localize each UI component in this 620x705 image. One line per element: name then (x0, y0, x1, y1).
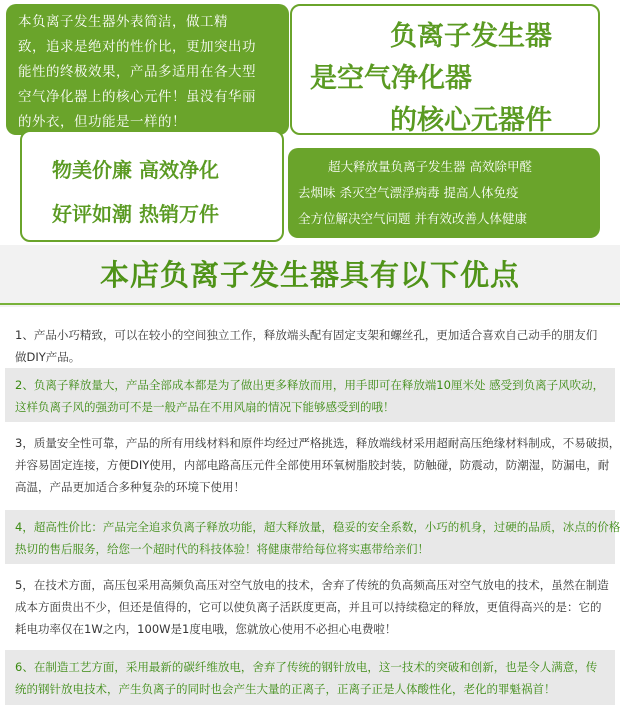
list-item (5, 650, 615, 705)
item-line: 2、负离子释放量大，产品全部成本都是为了做出更多释放而用，用手即可在释放端10厘米处 感受到负离子风吹动， (15, 378, 605, 392)
item-line: 3，质量安全性可靠，产品的所有用线材料和原件均经过严格挑选，释放端线材采用超耐高压绝缘材料制成，不易破损， (15, 436, 620, 450)
slogan-line-1: 物美价廉 高效净化 (52, 158, 219, 182)
title-line-3: 的核心元器件 (390, 105, 552, 136)
list-item (5, 368, 615, 422)
item-line: 5，在技术方面，高压包采用高频负高压对空气放电的技术，舍弃了传统的负高频高压对空气放电的技术，虽然在制造 (15, 578, 609, 592)
list-item (5, 318, 615, 368)
intro-line: 空气净化器上的核心元件！虽没有华丽 (18, 89, 256, 105)
item-line: 做DIY产品。 (15, 350, 81, 364)
slogan-line-2: 好评如潮 热销万件 (52, 202, 219, 226)
item-line: 热切的售后服务，给您一个超时代的科技体验！将健康带给每位将实惠带给亲们！ (15, 542, 429, 556)
list-item (5, 426, 620, 506)
feature-line: 全方位解决空气问题 并有效改善人体健康 (298, 211, 527, 226)
features-box (288, 148, 600, 238)
section-heading (0, 245, 620, 307)
item-line: 6、在制造工艺方面，采用最新的碳纤维放电，舍弃了传统的钢针放电，这一技术的突破和创新，也是令人满意，传 (15, 660, 598, 674)
item-line: 成本方面贵出不少，但还是值得的，它可以使负离子活跃度更高，并且可以持续稳定的释放，更值得高兴的是：它的 (15, 600, 602, 614)
item-line: 耗电功率仅在1W之内，100W是1度电哦，您就放心使用不必担心电费啦！ (15, 622, 397, 636)
title-line-1: 负离子发生器 (390, 21, 552, 52)
feature-line: 超大释放量负离子发生器 高效除甲醛 (328, 159, 532, 174)
list-item (5, 510, 620, 564)
intro-line: 本负离子发生器外表简洁，做工精 (18, 14, 228, 30)
slogan-box (20, 130, 284, 242)
item-line: 高温，产品更加适合多种复杂的环境下使用！ (15, 480, 245, 494)
intro-line: 的外衣，但功能是一样的！ (18, 114, 186, 130)
item-line: 这样负离子风的强劲可不是一般产品在不用风扇的情况下能够感受到的哦！ (15, 400, 395, 414)
title-box (290, 4, 600, 135)
item-line: 并容易固定连接，方便DIY使用，内部电路高压元件全部使用环氧树脂胶封装，防触碰，防震动，防潮湿，防漏电，耐 (15, 458, 610, 472)
intro-line: 能性的终极效果，产品多适用在各大型 (18, 64, 256, 80)
item-line: 1、产品小巧精致，可以在较小的空间独立工作，释放端头配有固定支架和螺丝孔，更加适合喜欢自己动手的朋友们 (15, 328, 598, 342)
intro-box (6, 4, 289, 135)
item-line: 4，超高性价比：产品完全追求负离子释放功能，超大释放量，稳妥的安全系数，小巧的机身，过硬的品质，冰点的价格 (15, 520, 620, 534)
feature-line: 去烟味 杀灭空气漂浮病毒 提高人体免疫 (298, 185, 519, 200)
intro-line: 致，追求是绝对的性价比，更加突出功 (18, 39, 256, 55)
title-line-2: 是空气净化器 (310, 63, 472, 94)
item-line: 统的钢针放电技术，产生负离子的同时也会产生大量的正离子，正离子正是人体酸性化，老化的罪魁祸首！ (15, 682, 556, 696)
list-item (5, 568, 615, 646)
heading-text: 本店负离子发生器具有以下优点 (99, 258, 520, 292)
heading-divider (0, 303, 620, 305)
